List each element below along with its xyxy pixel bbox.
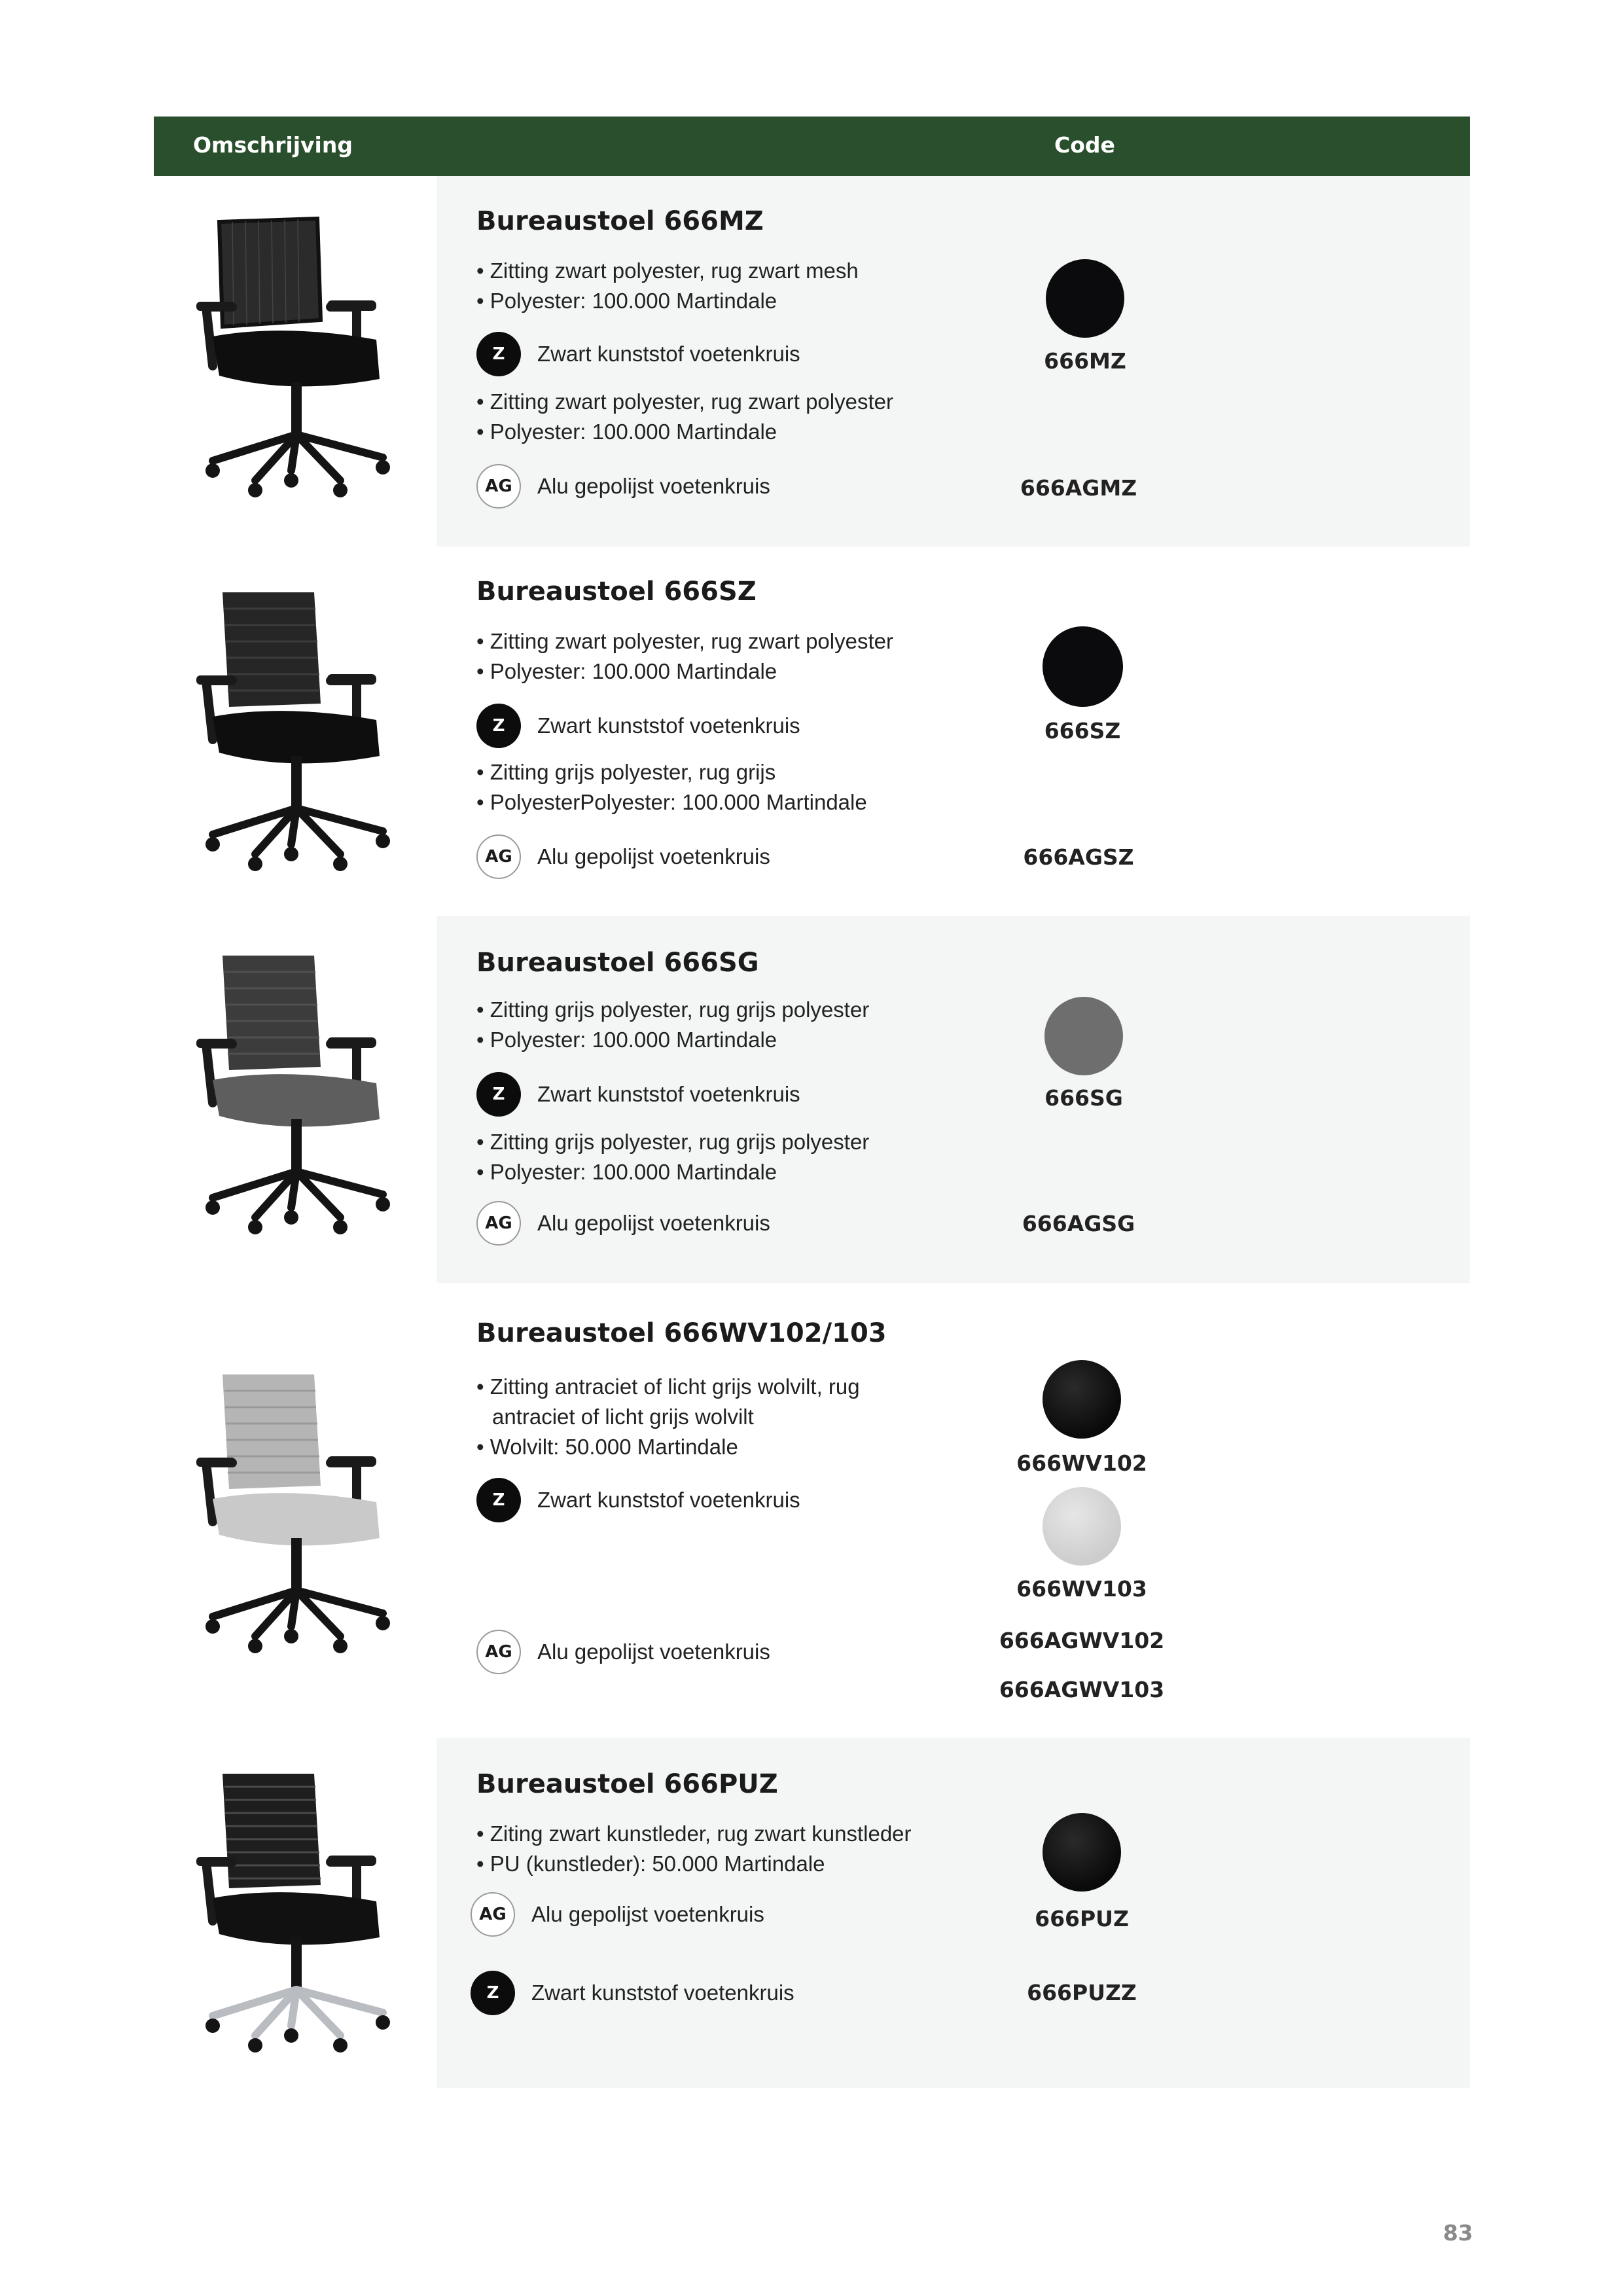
base-badge-ag: AG: [471, 1892, 515, 1937]
product-code: 666AGWV103: [999, 1677, 1165, 1702]
spec-item: • Zitting zwart polyester, rug zwart polyester: [476, 626, 987, 656]
color-swatch-anthracite: [1043, 1360, 1121, 1439]
base-badge-z: Z: [476, 332, 521, 376]
spec-list: [476, 1127, 987, 1187]
spec-list: [476, 1819, 987, 1879]
spec-item: • Zitting grijs polyester, rug grijs: [476, 757, 987, 787]
spec-item: • Zitting zwart polyester, rug zwart polyester: [476, 387, 987, 417]
spec-list: [476, 387, 987, 447]
base-badge-ag: AG: [476, 834, 521, 879]
product-code: 666PUZ: [1035, 1906, 1129, 1931]
color-swatch-light-grey: [1043, 1487, 1121, 1566]
product-code: 666WV102: [1016, 1450, 1147, 1476]
product-title: Bureaustoel 666SG: [476, 948, 759, 978]
spec-item: • Polyester: 100.000 Martindale: [476, 1157, 987, 1187]
base-label: Alu gepolijst voetenkruis: [537, 474, 770, 498]
spec-list: [476, 626, 987, 687]
base-label: Zwart kunststof voetenkruis: [537, 1082, 800, 1106]
spec-item: • Wolvilt: 50.000 Martindale: [476, 1432, 948, 1462]
product-code: 666MZ: [1044, 348, 1126, 374]
product-title: Bureaustoel 666SZ: [476, 577, 757, 607]
base-label: Alu gepolijst voetenkruis: [537, 1211, 770, 1235]
product-code: 666AGSZ: [1023, 844, 1134, 870]
spec-item: • Ziting zwart kunstleder, rug zwart kunstleder: [476, 1819, 987, 1849]
base-label: Zwart kunststof voetenkruis: [537, 713, 800, 738]
product-row-666puz: [154, 1738, 1470, 2088]
column-header-description: Omschrijving: [193, 132, 353, 158]
product-row-666sz: [154, 547, 1470, 916]
product-row-666sg: [154, 916, 1470, 1283]
spec-list: [476, 1372, 948, 1462]
base-badge-ag: AG: [476, 1630, 521, 1674]
base-label: Alu gepolijst voetenkruis: [531, 1902, 764, 1926]
base-badge-z: Z: [476, 704, 521, 748]
base-badge-z: Z: [476, 1072, 521, 1117]
spec-item: • Polyester: 100.000 Martindale: [476, 1025, 987, 1055]
product-title: Bureaustoel 666WV102/103: [476, 1318, 887, 1348]
base-badge-z: Z: [471, 1971, 515, 2015]
base-label: Zwart kunststof voetenkruis: [537, 342, 800, 366]
chair-image-666wv: [193, 1371, 402, 1672]
spec-list: [476, 757, 987, 817]
product-code: 666PUZZ: [1027, 1980, 1137, 2005]
spec-item: • PolyesterPolyester: 100.000 Martindale: [476, 787, 987, 817]
spec-item: • Polyester: 100.000 Martindale: [476, 417, 987, 447]
product-code: 666SG: [1044, 1085, 1123, 1111]
base-badge-z: Z: [476, 1478, 521, 1522]
base-label: Zwart kunststof voetenkruis: [537, 1488, 800, 1512]
color-swatch-black: [1046, 259, 1124, 338]
product-code: 666SZ: [1044, 718, 1121, 744]
product-code: 666AGSG: [1022, 1211, 1135, 1236]
spec-item: • PU (kunstleder): 50.000 Martindale: [476, 1849, 987, 1879]
product-title: Bureaustoel 666PUZ: [476, 1769, 778, 1799]
spec-item: • Polyester: 100.000 Martindale: [476, 656, 987, 687]
product-code: 666AGWV102: [999, 1628, 1165, 1653]
spec-item: • Polyester: 100.000 Martindale: [476, 286, 987, 316]
base-label: Alu gepolijst voetenkruis: [537, 844, 770, 869]
chair-image-666puz: [193, 1770, 402, 2072]
column-header-code: Code: [1054, 132, 1115, 158]
color-swatch-black-leather: [1043, 1813, 1121, 1892]
spec-item: • Zitting zwart polyester, rug zwart mesh: [476, 256, 987, 286]
base-label: Alu gepolijst voetenkruis: [537, 1640, 770, 1664]
spec-list: [476, 995, 987, 1055]
color-swatch-grey: [1044, 997, 1123, 1075]
page-number: 83: [1443, 2220, 1473, 2246]
chair-image-666sz: [193, 589, 402, 890]
spec-item: • Zitting grijs polyester, rug grijs polyester: [476, 995, 987, 1025]
product-row-666wv: [154, 1283, 1470, 1738]
product-title: Bureaustoel 666MZ: [476, 206, 764, 236]
spec-item: • Zitting grijs polyester, rug grijs polyester: [476, 1127, 987, 1157]
spec-item: • Zitting antraciet of licht grijs wolvilt, rug antraciet of licht grijs wolvilt: [476, 1372, 948, 1432]
base-badge-ag: AG: [476, 1201, 521, 1246]
product-code: 666AGMZ: [1020, 475, 1137, 501]
base-label: Zwart kunststof voetenkruis: [531, 1981, 794, 2005]
base-badge-ag: AG: [476, 464, 521, 509]
product-row-666mz: [154, 176, 1470, 547]
spec-list: [476, 256, 987, 316]
chair-image-666mz: [193, 215, 402, 516]
color-swatch-black: [1043, 626, 1123, 707]
product-code: 666WV103: [1016, 1576, 1147, 1602]
table-header: [154, 117, 1470, 176]
chair-image-666sg: [193, 952, 402, 1253]
